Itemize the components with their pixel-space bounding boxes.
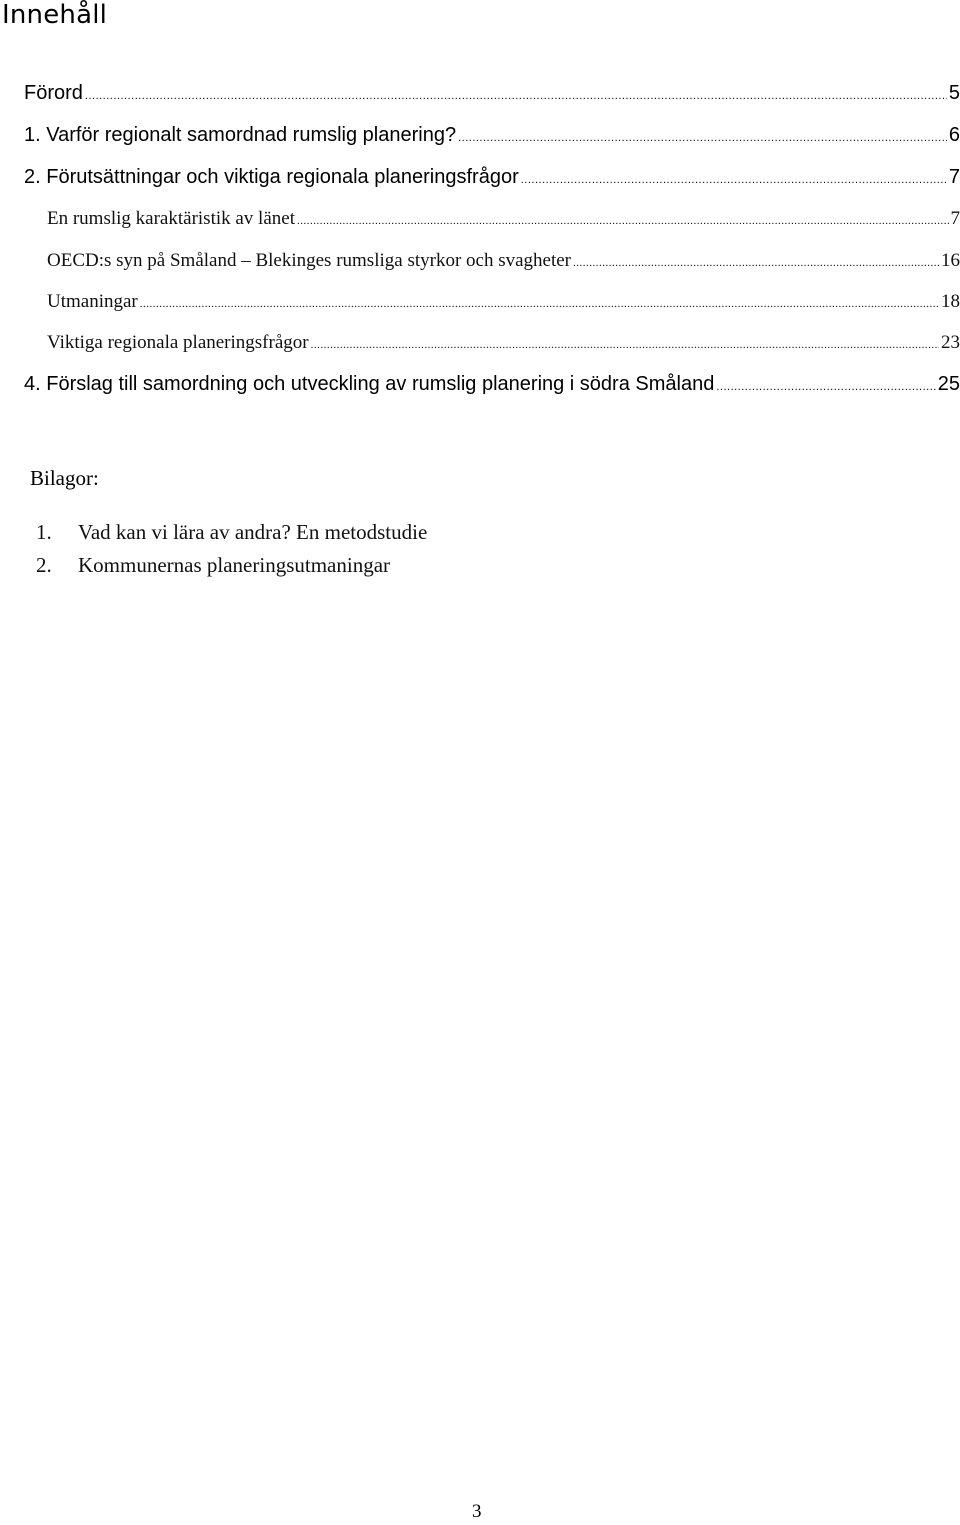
page-title: Innehåll: [2, 0, 108, 30]
toc-dot-leader: [521, 165, 947, 195]
appendix-heading: Bilagor:: [30, 466, 99, 490]
toc-entry-chapter-4[interactable]: [24, 369, 960, 399]
toc-page-number: 6: [948, 124, 960, 146]
toc-entry-title: 1. Varför regionalt samordnad rumslig planering?: [24, 124, 457, 146]
toc-page-number: 7: [950, 208, 960, 229]
toc-dot-leader: [716, 372, 935, 402]
appendix-item: [36, 517, 427, 547]
toc-page-number: 7: [948, 166, 960, 188]
appendix-title: Kommunernas planeringsutmaningar: [78, 553, 391, 577]
appendix-number: 1.: [36, 520, 52, 544]
toc-dot-leader: [573, 248, 939, 278]
toc-entry-rumslig-karaktaristik[interactable]: [47, 204, 960, 234]
toc-entry-chapter-2[interactable]: [24, 162, 960, 192]
toc-entry-chapter-1[interactable]: [24, 120, 960, 150]
toc-entry-utmaningar[interactable]: [47, 287, 960, 317]
toc-page-number: 23: [941, 332, 960, 353]
toc-entry-title: Förord: [24, 82, 83, 104]
toc-page-number: 16: [941, 250, 960, 271]
toc-entry-title: 2. Förutsättningar och viktiga regionala planeringsfrågor: [24, 166, 519, 188]
appendix-title: Vad kan vi lära av andra? En metodstudie: [78, 520, 428, 544]
appendix-item: [36, 550, 390, 580]
toc-page-number: 25: [937, 373, 960, 395]
toc-dot-leader: [297, 206, 949, 236]
toc-entry-title: Viktiga regionala planeringsfrågor: [47, 332, 309, 353]
page-number: 3: [472, 1501, 482, 1522]
toc-entry-forord[interactable]: [24, 78, 960, 108]
toc-entry-title: Utmaningar: [47, 291, 138, 312]
appendix-number: 2.: [36, 553, 52, 577]
toc-page-number: 5: [948, 82, 960, 104]
toc-entry-title: 4. Förslag till samordning och utveckling av rumslig planering i södra Småland: [24, 373, 715, 395]
toc-entry-viktiga-fragor[interactable]: [47, 328, 960, 358]
toc-entry-title: En rumslig karaktäristik av länet: [47, 208, 295, 229]
toc-dot-leader: [311, 330, 939, 360]
toc-entry-title: OECD:s syn på Småland – Blekinges rumsliga styrkor och svagheter: [47, 250, 572, 271]
toc-dot-leader: [85, 81, 947, 111]
toc-dot-leader: [140, 289, 939, 319]
toc-dot-leader: [458, 123, 947, 153]
toc-page-number: 18: [941, 291, 960, 312]
toc-entry-oecd[interactable]: [47, 246, 960, 276]
